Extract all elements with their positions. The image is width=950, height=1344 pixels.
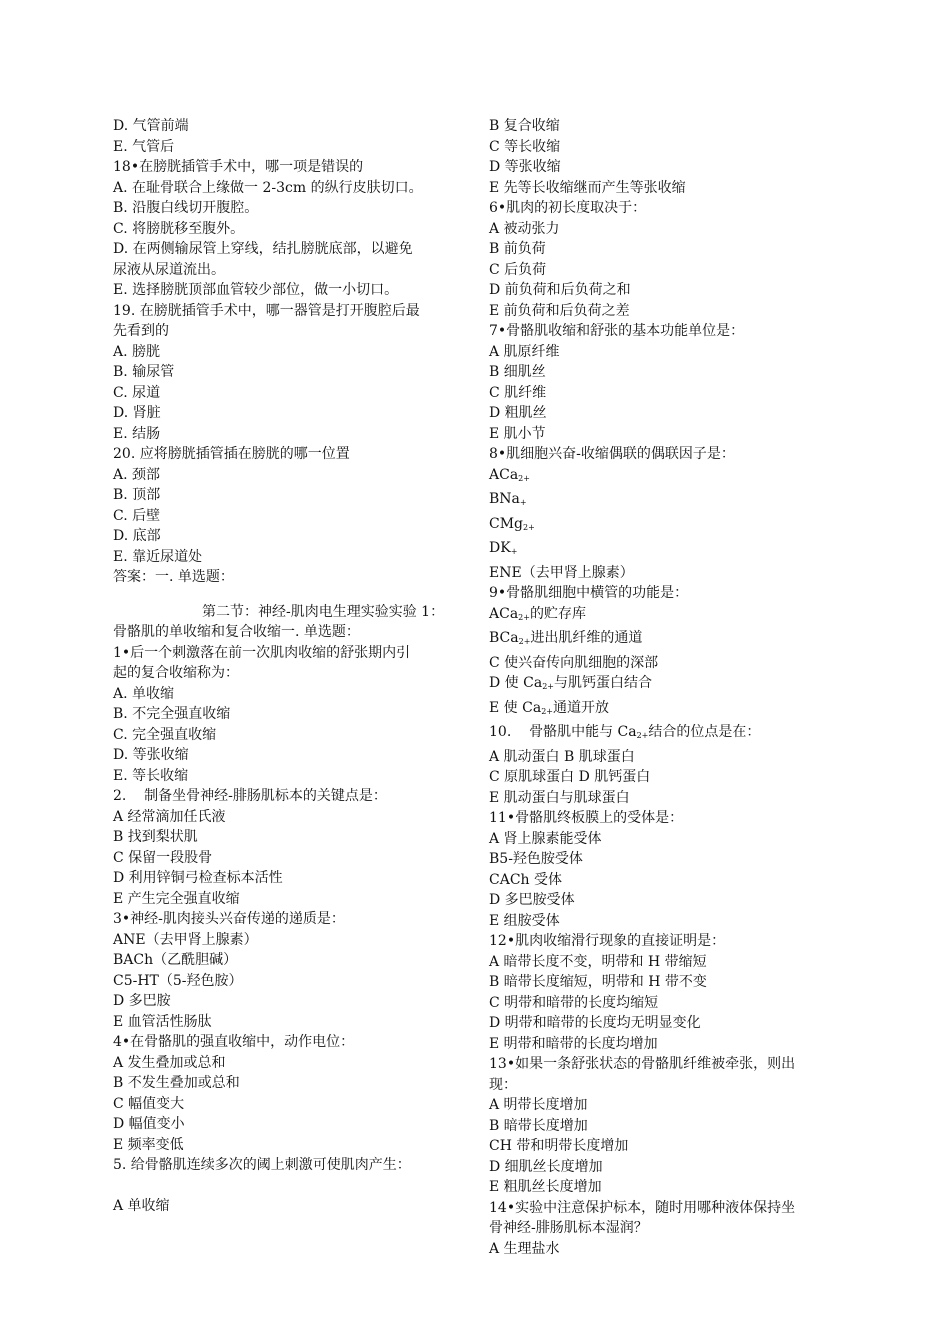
text-line: E 肌小节 <box>489 425 546 442</box>
text-line: D 前负荷和后负荷之和 <box>489 282 631 298</box>
option-text: BCa <box>489 630 519 646</box>
option-text: E 使 Ca <box>489 699 542 716</box>
option-text: ACa <box>489 605 519 622</box>
text-line: E 前负荷和后负荷之差 <box>489 302 630 319</box>
text-line: A 生理盐水 <box>489 1240 560 1257</box>
question-19: 19. 在膀胱插管手术中，哪一器管是打开腹腔后最 <box>113 302 420 319</box>
text-line: A. 在耻骨联合上缘做一 2-3cm 的纵行皮肤切口。 <box>113 179 423 196</box>
text-line: B 暗带长度缩短，明带和 H 带不变 <box>489 974 707 990</box>
text-line: ENE（去甲肾上腺素） <box>489 564 634 581</box>
question-9: 9•骨骼肌细胞中横管的功能是： <box>489 585 689 601</box>
text-line: A. 颈部 <box>113 466 161 483</box>
text-line: B 前负荷 <box>489 241 546 257</box>
text-line: E. 结肠 <box>113 425 161 442</box>
answer-heading: 答案：一. 单选题： <box>113 569 234 585</box>
text-line: C5-HT（5-羟色胺） <box>113 972 243 989</box>
text-line: E 粗肌丝长度增加 <box>489 1179 602 1195</box>
text-line: A 明带长度增加 <box>489 1097 588 1113</box>
text-line: E. 气管后 <box>113 138 175 155</box>
ion-charge: 2+ <box>518 473 530 483</box>
question-2: 2. 制备坐骨神经-腓肠肌标本的关键点是： <box>113 788 387 804</box>
text-line <box>489 698 849 723</box>
ion-charge: + <box>510 547 518 556</box>
text-line: B. 不完全强直收缩 <box>113 706 231 722</box>
ion-charge: 2+ <box>518 637 531 646</box>
text-line: C 使兴奋传向肌细胞的深部 <box>489 654 659 671</box>
question-20: 20. 应将膀胱插管插在膀胱的哪一位置 <box>113 446 350 462</box>
text-line: D. 等张收缩 <box>113 747 189 763</box>
text-line: E 先等长收缩继而产生等张收缩 <box>489 179 686 196</box>
question-6: 6•肌肉的初长度取决于： <box>489 200 647 216</box>
text-line <box>489 538 849 563</box>
text-line: D 等张收缩 <box>489 159 561 175</box>
text-line: B. 顶部 <box>113 487 161 503</box>
question-1: 1•后一个刺激落在前一次肌肉收缩的舒张期内引 <box>113 644 411 661</box>
text-line: C. 后壁 <box>113 507 161 524</box>
text-line: A 暗带长度不变，明带和 H 带缩短 <box>489 953 707 970</box>
text-line: A. 单收缩 <box>113 685 175 702</box>
question-18: 18•在膀胱插管手术中，哪一项是错误的 <box>113 159 364 175</box>
left-column <box>113 116 473 1216</box>
text-line: A 肾上腺素能受体 <box>489 830 602 847</box>
text-line: 先看到的 <box>113 323 169 339</box>
option-text: 进出肌纤维的通道 <box>530 630 643 646</box>
text-line: D 多巴胺受体 <box>489 892 575 908</box>
question-3: 3•神经-肌肉接头兴奋传递的递质是： <box>113 911 345 927</box>
option-text: BNa <box>489 491 520 507</box>
text-line: C. 将膀胱移至腹外。 <box>113 220 245 237</box>
option-text: 通道开放 <box>552 699 609 716</box>
option-text: CMg <box>489 515 524 532</box>
text-line: B 不发生叠加或总和 <box>113 1075 240 1091</box>
text-line: B. 输尿管 <box>113 364 175 380</box>
text-line: E 血管活性肠肽 <box>113 1013 212 1030</box>
text-line: A 肌动蛋白 B 肌球蛋白 <box>489 748 635 765</box>
text-line: A 被动张力 <box>489 220 560 237</box>
text-line: CACh 受体 <box>489 871 563 888</box>
option-text: 的贮存库 <box>529 605 586 622</box>
text-line: C 幅值变大 <box>113 1095 185 1112</box>
ion-charge: 2+ <box>518 612 530 622</box>
question-text: 结合的位点是在： <box>648 724 761 740</box>
option-text: ACa <box>489 466 519 483</box>
text-line: E. 选择膀胱顶部血管较少部位，做一小切口。 <box>113 282 399 298</box>
ion-charge: + <box>519 498 527 507</box>
text-line: D 幅值变小 <box>113 1116 185 1132</box>
text-line: E 频率变低 <box>113 1136 184 1153</box>
question-text: 10. 骨骼肌中能与 Ca <box>489 724 637 740</box>
question-14: 14•实验中注意保护标本，随时用哪种液体保持坐 <box>489 1199 796 1216</box>
text-line: D 细肌丝长度增加 <box>489 1158 603 1175</box>
text-line: A 单收缩 <box>113 1197 170 1214</box>
option-text: DK <box>489 540 511 556</box>
question-11: 11•骨骼肌终板膜上的受体是： <box>489 810 684 826</box>
text-line: D. 底部 <box>113 528 161 544</box>
text-line: 现： <box>489 1076 517 1093</box>
option-text: D 使 Ca <box>489 675 543 691</box>
text-line: C 原肌球蛋白 D 肌钙蛋白 <box>489 769 651 785</box>
right-column <box>489 116 849 1259</box>
text-line: D 粗肌丝 <box>489 405 547 421</box>
text-line: A 经常滴加任氏液 <box>113 808 226 825</box>
text-line: B5-羟色胺受体 <box>489 851 583 867</box>
text-line: B 找到梨状肌 <box>113 829 198 845</box>
text-line: C. 完全强直收缩 <box>113 726 217 743</box>
text-line: 骨神经-腓肠肌标本湿润？ <box>489 1220 648 1236</box>
text-line: B 复合收缩 <box>489 118 560 134</box>
text-line: C 明带和暗带的长度均缩短 <box>489 994 659 1011</box>
text-line: D 明带和暗带的长度均无明显变化 <box>489 1015 701 1031</box>
question-12: 12•肌肉收缩滑行现象的直接证明是： <box>489 933 726 949</box>
text-line <box>489 465 849 490</box>
text-line <box>489 673 849 698</box>
text-line <box>489 489 849 514</box>
text-line: E 产生完全强直收缩 <box>113 890 240 907</box>
question-8: 8•肌细胞兴奋-收缩偶联的偶联因子是： <box>489 446 735 462</box>
ion-charge: 2+ <box>636 731 649 740</box>
text-line: B. 沿腹白线切开腹腔。 <box>113 200 259 216</box>
text-line: CH 带和明带长度增加 <box>489 1138 629 1154</box>
text-line: E. 等长收缩 <box>113 767 189 784</box>
text-line: E. 靠近尿道处 <box>113 548 203 565</box>
question-7: 7•骨骼肌收缩和舒张的基本功能单位是： <box>489 323 745 339</box>
ion-charge: 2+ <box>523 522 535 532</box>
text-line: 起的复合收缩称为： <box>113 665 239 681</box>
text-line: D. 肾脏 <box>113 405 161 421</box>
text-line <box>489 628 849 653</box>
question-10 <box>489 722 849 747</box>
text-line: C 后负荷 <box>489 261 547 278</box>
section-heading: 第二节：神经-肌肉电生理实验实验 1： <box>202 603 445 620</box>
text-line: E 明带和暗带的长度均增加 <box>489 1035 658 1052</box>
text-line: E 组胺受体 <box>489 912 560 929</box>
text-line: C 肌纤维 <box>489 384 547 401</box>
text-line <box>489 514 849 539</box>
text-line: A 发生叠加或总和 <box>113 1054 226 1071</box>
text-line: 尿液从尿道流出。 <box>113 261 225 278</box>
text-line: C. 尿道 <box>113 384 161 401</box>
text-line <box>489 604 849 629</box>
option-text: 与肌钙蛋白结合 <box>553 675 652 691</box>
text-line: A 肌原纤维 <box>489 343 560 360</box>
text-line: B 暗带长度增加 <box>489 1117 588 1134</box>
text-line: C 保留一段股骨 <box>113 849 213 866</box>
question-13: 13•如果一条舒张状态的骨骼肌纤维被牵张，则出 <box>489 1056 796 1072</box>
text-line: D 利用锌铜弓检查标本活性 <box>113 870 283 886</box>
question-5: 5. 给骨骼肌连续多次的阈上刺激可使肌肉产生： <box>113 1157 411 1173</box>
text-line: A. 膀胱 <box>113 343 161 360</box>
text-line: B 细肌丝 <box>489 364 546 380</box>
text-line: D. 气管前端 <box>113 118 189 134</box>
text-line: C 等长收缩 <box>489 138 561 155</box>
ion-charge: 2+ <box>541 706 553 716</box>
text-line: D. 在两侧输尿管上穿线，结扎膀胱底部，以避免 <box>113 241 413 257</box>
text-line: E 肌动蛋白与肌球蛋白 <box>489 789 630 806</box>
text-line: ANE（去甲肾上腺素） <box>113 931 258 948</box>
text-line: BACh（乙酰胆碱） <box>113 952 238 968</box>
question-4: 4•在骨骼肌的强直收缩中，动作电位： <box>113 1034 355 1050</box>
ion-charge: 2+ <box>542 682 554 691</box>
text-line: D 多巴胺 <box>113 993 171 1009</box>
section-heading-cont: 骨骼肌的单收缩和复合收缩一. 单选题： <box>113 624 360 640</box>
